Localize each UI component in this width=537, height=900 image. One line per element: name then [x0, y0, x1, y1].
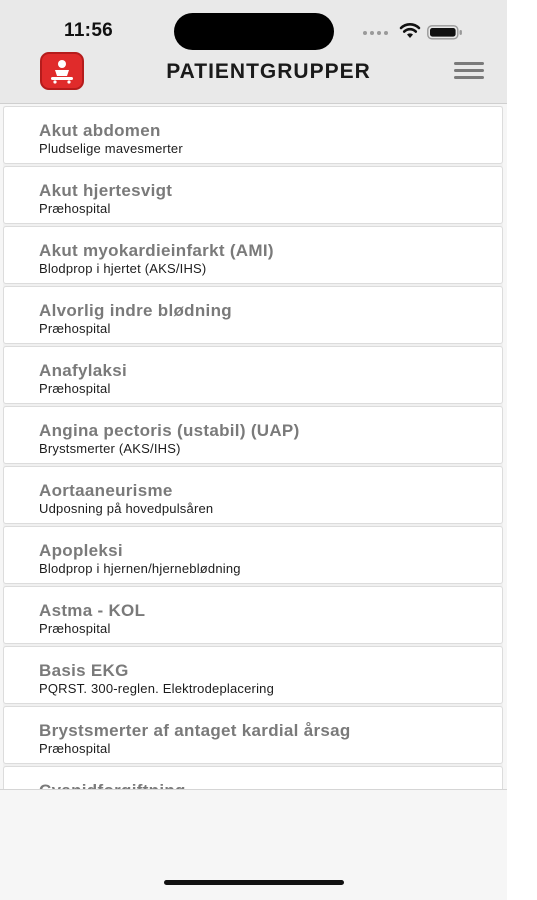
item-subtitle: Udposning på hovedpulsåren: [39, 501, 214, 516]
item-title: Alvorlig indre blødning: [39, 301, 232, 320]
cellular-signal-icon: [363, 31, 388, 35]
header-bar: [0, 0, 507, 104]
battery-icon: [427, 25, 463, 40]
list-item[interactable]: [3, 286, 503, 344]
item-title: Aortaaneurisme: [39, 481, 173, 500]
list-item[interactable]: [3, 166, 503, 224]
list-item[interactable]: [3, 406, 503, 464]
item-subtitle: PQRST. 300-reglen. Elektrodeplacering: [39, 681, 275, 696]
list-item[interactable]: [3, 706, 503, 764]
item-subtitle: Præhospital: [39, 741, 111, 756]
status-time: 11:56: [64, 20, 114, 41]
patient-group-list[interactable]: [3, 106, 503, 789]
item-title: Akut myokardieinfarkt (AMI): [39, 241, 274, 260]
item-title: Astma - KOL: [39, 601, 146, 620]
item-title: Brystsmerter af antaget kardial årsag: [39, 721, 351, 740]
item-subtitle: Blodprop i hjernen/hjerneblødning: [39, 561, 241, 576]
item-title: Angina pectoris (ustabil) (UAP): [39, 421, 300, 440]
list-item[interactable]: [3, 106, 503, 164]
item-subtitle: Præhospital: [39, 381, 111, 396]
hamburger-menu-icon[interactable]: [454, 60, 484, 82]
list-item[interactable]: [3, 346, 503, 404]
item-subtitle: Præhospital: [39, 201, 111, 216]
item-title: Akut abdomen: [39, 121, 161, 140]
wifi-icon: [399, 22, 421, 40]
list-item[interactable]: [3, 226, 503, 284]
list-item[interactable]: [3, 646, 503, 704]
item-subtitle: Blodprop i hjertet (AKS/IHS): [39, 261, 207, 276]
list-item[interactable]: [3, 466, 503, 524]
item-subtitle: Brystsmerter (AKS/IHS): [39, 441, 181, 456]
item-subtitle: Præhospital: [39, 321, 111, 336]
item-title: Apopleksi: [39, 541, 123, 560]
item-title: Anafylaksi: [39, 361, 128, 380]
home-indicator[interactable]: [164, 880, 344, 885]
item-subtitle: Præhospital: [39, 621, 111, 636]
dynamic-island: [174, 13, 334, 50]
item-title: Akut hjertesvigt: [39, 181, 173, 200]
list-item[interactable]: [3, 526, 503, 584]
item-title: Basis EKG: [39, 661, 129, 680]
page-title: PATIENTGRUPPER: [166, 60, 371, 83]
list-item[interactable]: [3, 586, 503, 644]
item-subtitle: Pludselige mavesmerter: [39, 141, 183, 156]
status-icons: [363, 22, 473, 42]
